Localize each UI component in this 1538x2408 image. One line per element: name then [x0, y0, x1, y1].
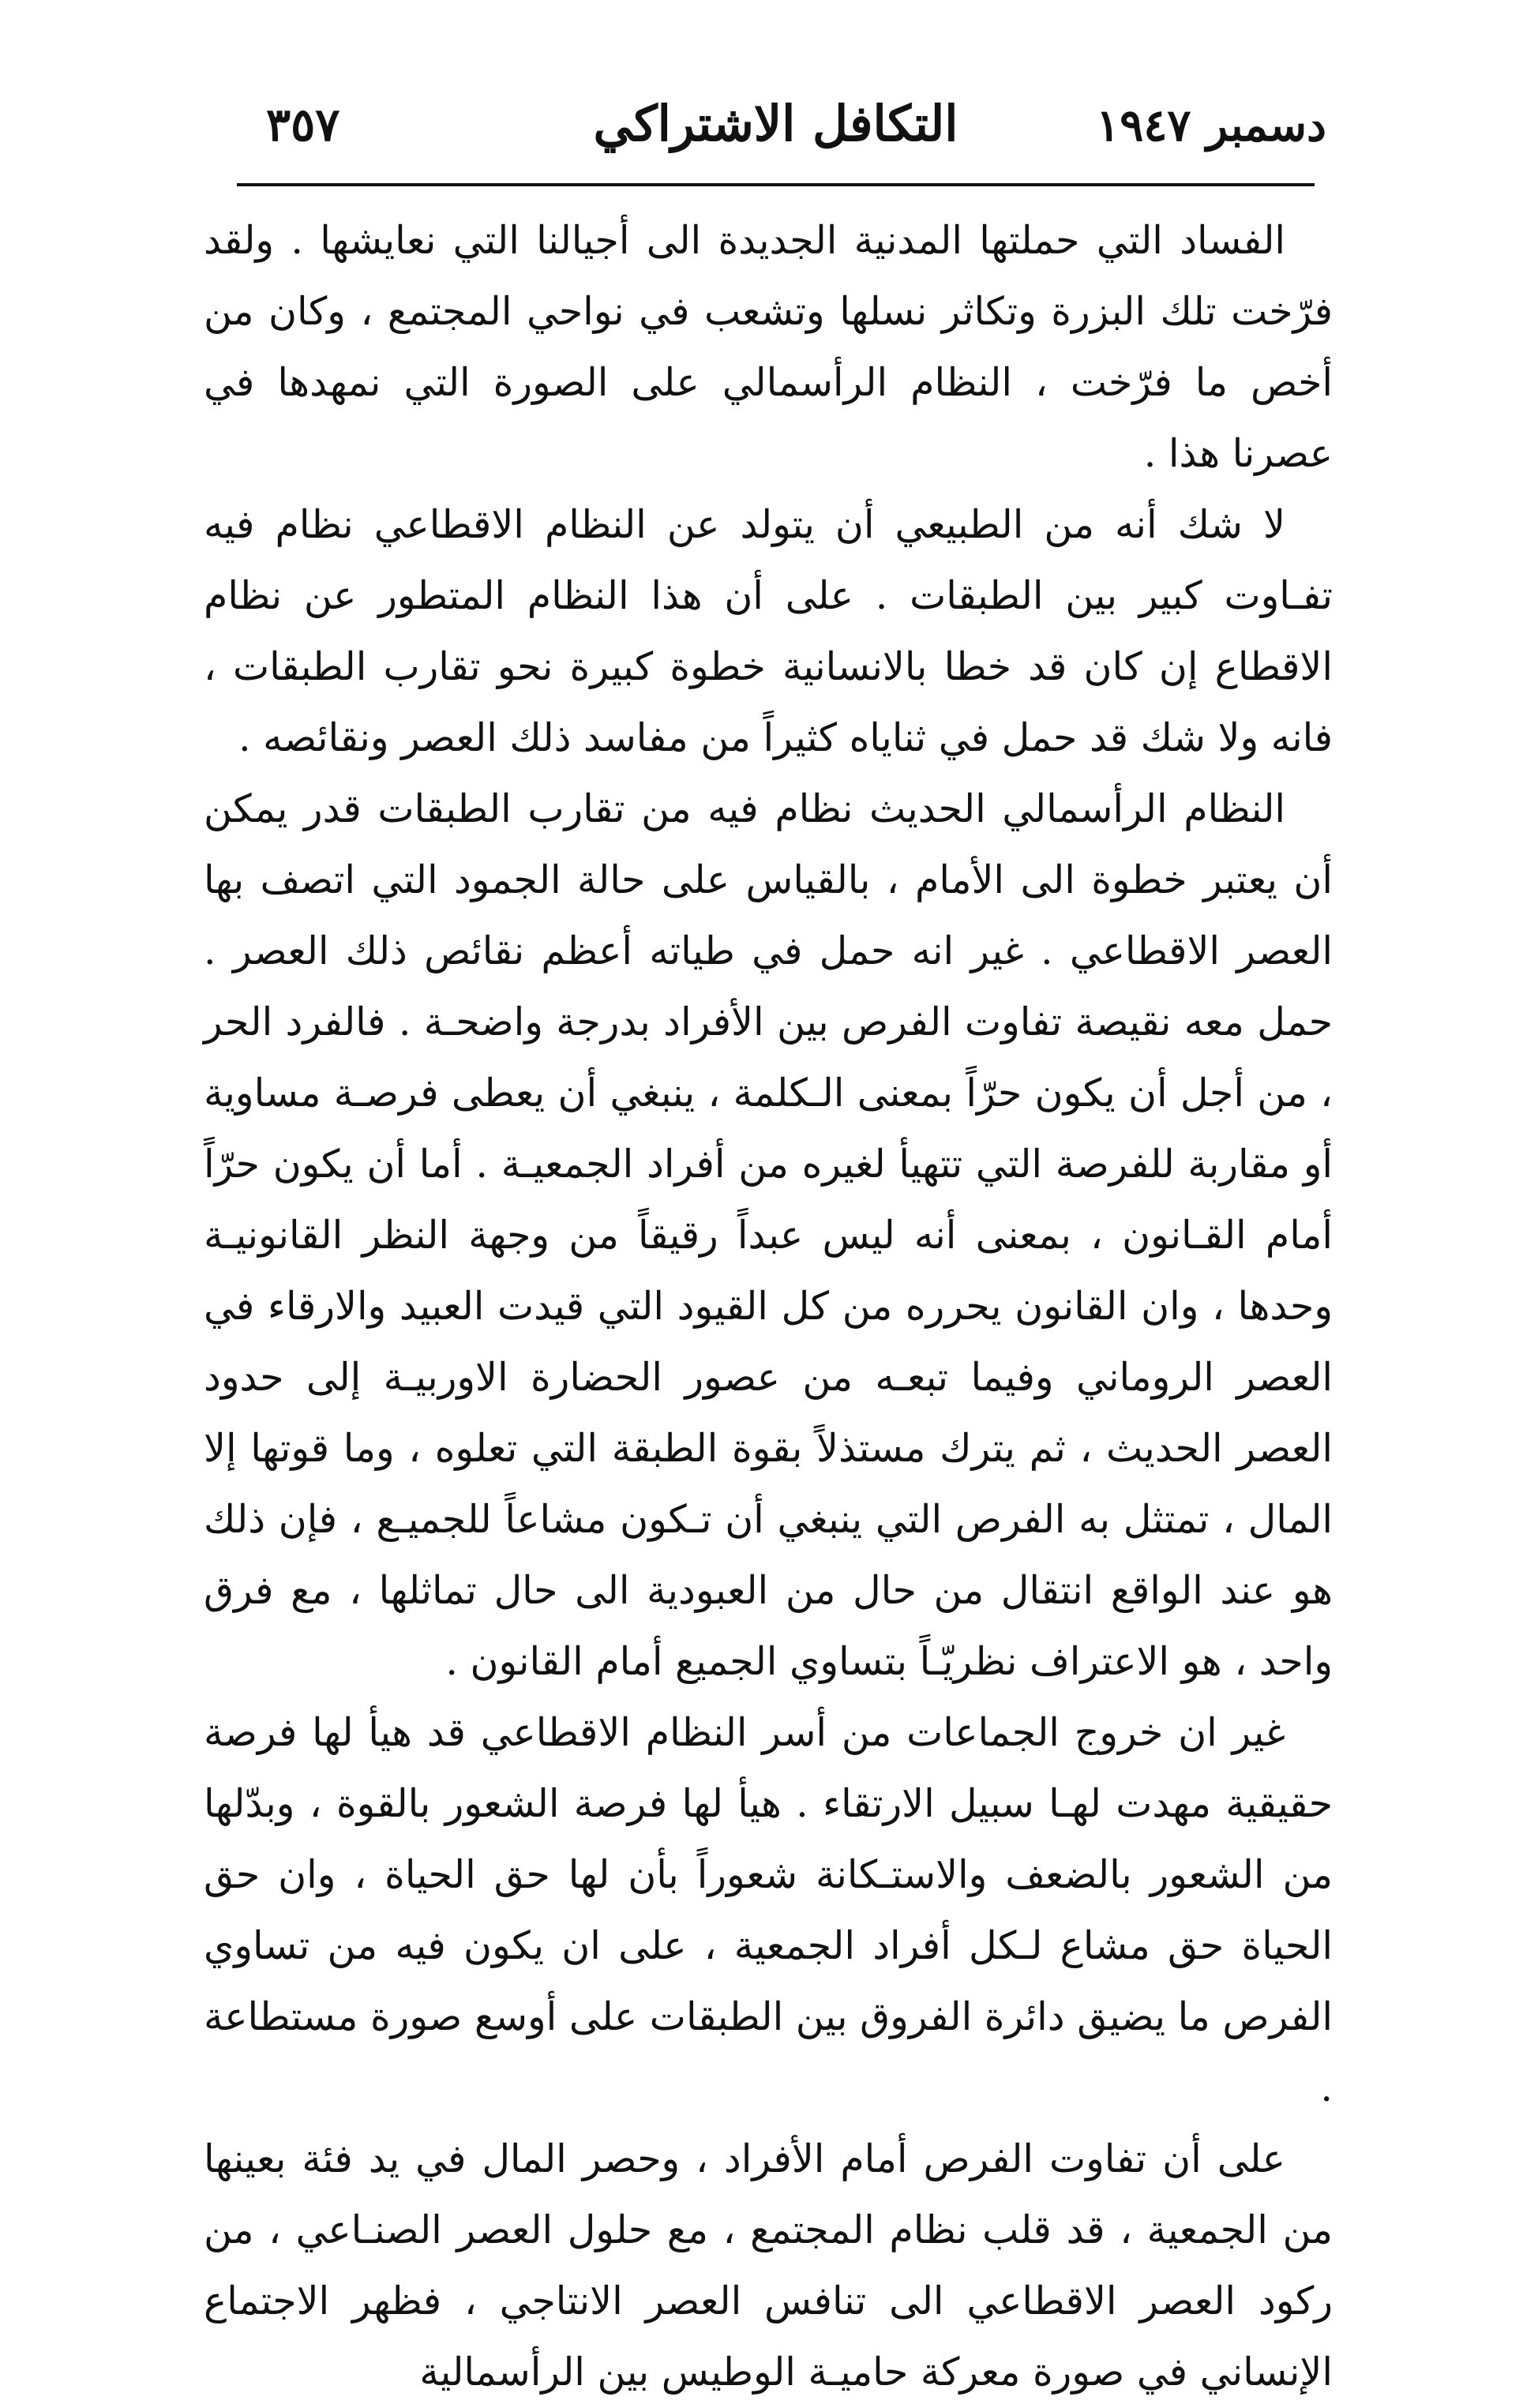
header-rule: [237, 183, 1315, 186]
header-title: التكافل الاشتراكي: [593, 95, 958, 152]
page-header: [225, 87, 1326, 182]
paragraph-1: الفساد التي حملتها المدنية الجديدة الى أجيالنا التي نعايشها . ولقد فرّخت تلك البزرة وتكاثر نسلها وتشعب في نواحي المجتمع ، وكان من أخص ما فرّخت ، النظام الرأسمالي على الصورة التي نمهدها في عصرنا هذا .: [204, 218, 1333, 476]
body-text: [204, 205, 1333, 2408]
paragraph-4: غير ان خروج الجماعات من أسر النظام الاقطاعي قد هيأ لها فرصة حقيقية مهدت لهـا سبيل الارتقاء . هيأ لها فرصة الشعور بالقوة ، وبدّلها من الشعور بالضعف والاستـكانة شعوراً بأن لها حق الحياة ، وان حق الحياة حق مشاع لـكل أفراد الجمعية ، على ان يكون فيه من تساوي الفرص ما يضيق دائرة الفروق بين الطبقات على أوسع صورة مستطاعة .: [204, 1710, 1333, 2110]
header-date: دسمبر ١٩٤٧: [1096, 99, 1326, 152]
paragraph-5: على أن تفاوت الفرص أمام الأفراد ، وحصر المال في يد فئة بعينها من الجمعية ، قد قلب نظام المجتمع ، مع حلول العصر الصنـاعي ، من ركود العصر الاقطاعي الى تنافس العصر الانتاجي ، فظهر الاجتماع الإنساني في صورة معركة حاميـة الوطيس بين الرأسمالية: [204, 2136, 1333, 2395]
paragraph-2: لا شك أنه من الطبيعي أن يتولد عن النظام الاقطاعي نظام فيه تفـاوت كبير بين الطبقات . على أن هذا النظام المتطور عن نظام الاقطاع إن كان قد خطا بالانسانية خطوة كبيرة نحو تقارب الطبقات ، فانه ولا شك قد حمل في ثناياه كثيراً من مفاسد ذلك العصر ونقائصه .: [204, 502, 1333, 760]
paragraph-3: النظام الرأسمالي الحديث نظام فيه من تقارب الطبقات قدر يمكن أن يعتبر خطوة الى الأمام ، بالقياس على حالة الجمود التي اتصف بها العصر الاقطاعي . غير انه حمل في طياته أعظم نقائص ذلك العصر . حمل معه نقيصة تفاوت الفرص بين الأفراد بدرجة واضحـة . فالفرد الحر ، من أجل أن يكون حرّاً بمعنى الـكلمة ، ينبغي أن يعطى فرصـة مساوية أو مقاربة للفرصة التي تتهيأ لغيره من أفراد الجمعيـة . أما أن يكون حرّاً أمام القـانون ، بمعنى أنه ليس عبداً رقيقاً من وجهة النظر القانونيـة وحدها ، وان القانون يحرره من كل القيود التي قيدت العبيد والارقاء في العصر الروماني وفيما تبعـه من عصور الحضارة الاوربيـة إلى حدود العصر الحديث ، ثم يترك مستذلاً بقوة الطبقة التي تعلوه ، وما قوتها إلا المال ، تمتثل به الفرص التي ينبغي أن تـكون مشاعاً للجميـع ، فإن ذلك هو عند الواقع انتقال من حال من العبودية الى حال تماثلها ، مع فرق واحد ، هو الاعتراف نظريّـاً بتساوي الجميع أمام القانون .: [204, 786, 1333, 1684]
page-number: ٣٥٧: [266, 98, 340, 152]
